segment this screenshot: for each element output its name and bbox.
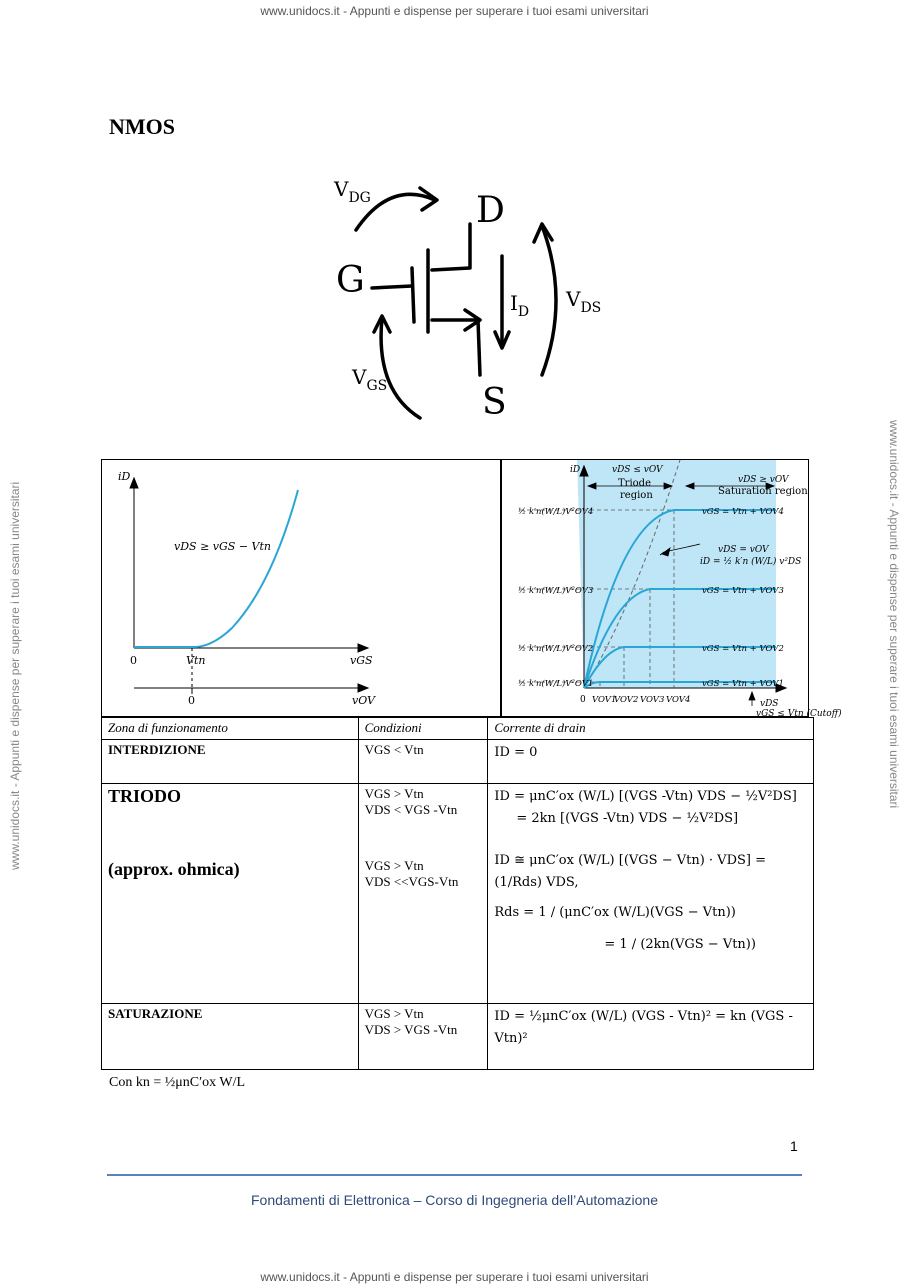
left-x-axis-label: vGS: [350, 654, 373, 667]
curve-label-vov3: vGS = Vtn + VOV3: [702, 586, 784, 596]
curve-label-vov1: vGS = Vtn + VOV1: [702, 679, 784, 689]
triode-name2: region: [620, 490, 653, 501]
curve-label-vov2: vGS = Vtn + VOV2: [702, 644, 784, 654]
x-tick-vov2: VOV2: [614, 695, 639, 705]
formula-triodo-1: ID = μnC′ox (W/L) [(VGS -Vtn) VDS − ½V²DS]: [494, 789, 797, 804]
formula-ohmica-3: = 1 / (2kn(VGS − Vtn)): [604, 937, 756, 952]
left-y-axis-label: iD: [118, 470, 131, 483]
cond-interdizione: VGS < Vtn: [358, 740, 488, 784]
header-drain-current: Corrente di drain: [488, 718, 814, 740]
header-conditions: Condizioni: [358, 718, 488, 740]
edge-eq1: vDS = vOV: [718, 545, 769, 555]
formula-interdizione: ID = 0: [488, 740, 814, 784]
y-tick-vov1: ½ k′n(W/L)V²OV1: [518, 679, 594, 689]
left-x2-axis-label: vOV: [352, 694, 375, 707]
gate-label: G: [336, 260, 365, 301]
cond-saturazione-1: VGS > Vtn: [364, 1006, 424, 1021]
table-row-saturazione: [102, 1004, 814, 1070]
operating-zones-table: [101, 717, 814, 1070]
gate-plate: [412, 268, 414, 322]
sat-name: Saturation region: [718, 486, 808, 497]
zone-interdizione: INTERDIZIONE: [102, 740, 359, 784]
vgs-arrow: [381, 318, 420, 418]
zone-triodo-cell: [102, 784, 359, 1004]
formula-triodo-2: = 2kn [(VGS -Vtn) VDS − ½V²DS]: [516, 811, 739, 826]
cond-saturazione-2: VDS > VGS -Vtn: [364, 1022, 458, 1037]
cond-ohmica-1: VGS > Vtn: [364, 858, 424, 873]
drain-label: D: [476, 190, 505, 231]
header-zone: Zona di funzionamento: [102, 718, 359, 740]
triode-condition: vDS ≤ vOV: [612, 465, 663, 475]
vdg-label: $V_{DG}$: [334, 177, 371, 206]
source-connection: [432, 320, 480, 375]
page-title: NMOS: [109, 114, 175, 139]
formula-saturazione: ID = ½μnC′ox (W/L) (VGS - Vtn)² = kn (VGS - Vtn)²: [488, 1004, 814, 1070]
right-y-axis-label: iD: [570, 465, 581, 475]
drain-connection: [432, 224, 470, 270]
formula-ohmica-2: Rds = 1 / (μnC′ox (W/L)(VGS − Vtn)): [494, 905, 736, 920]
sat-condition: vDS ≥ vOV: [738, 475, 789, 485]
transfer-curve: [134, 490, 298, 647]
source-label: S: [482, 382, 507, 423]
zone-saturazione: SATURAZIONE: [102, 1004, 359, 1070]
y-tick-vov2: ½ k′n(W/L)V²OV2: [518, 644, 594, 654]
cond-saturazione-cell: [358, 1004, 488, 1070]
y-tick-vov4: ½ k′n(W/L)V²OV4: [518, 507, 594, 517]
characteristics-panel: [101, 459, 842, 719]
formula-ohmica-1: ID ≅ μnC′ox (W/L) [(VGS − Vtn) · VDS] = (1/Rds) VDS,: [494, 853, 766, 890]
watermark-bottom: www.unidocs.it - Appunti e dispense per superare i tuoi esami universitari: [260, 1270, 649, 1284]
table-header-row: [102, 718, 814, 740]
page-footer: Fondamenti di Elettronica – Corso di Ingegneria dell’Automazione: [250, 1192, 658, 1208]
cutoff-label: vGS ≤ Vtn (Cutoff): [756, 709, 842, 719]
cond-triodo-cell: [358, 784, 488, 1004]
page-number: 1: [790, 1138, 798, 1154]
id-label: $I_D$: [510, 291, 530, 320]
watermark-side-right: www.unidocs.it - Appunti e dispense per superare i tuoi esami universitari: [887, 420, 901, 809]
cond-triodo-2: VDS < VGS -Vtn: [364, 802, 458, 817]
x-tick-vov4: VOV4: [666, 695, 691, 705]
left-annotation: vDS ≥ vGS − Vtn: [174, 540, 271, 553]
right-origin-label: 0: [580, 695, 586, 705]
vgs-label: $V_{GS}$: [352, 365, 388, 394]
vds-arrow: [542, 226, 556, 375]
x-tick-vov3: VOV3: [640, 695, 665, 705]
left-vtn-tick: Vtn: [186, 654, 206, 667]
y-tick-vov3: ½ k′n(W/L)V²OV3: [518, 586, 594, 596]
footer-divider: [107, 1174, 802, 1176]
table-row-interdizione: [102, 740, 814, 784]
nmos-symbol-diagram: [320, 160, 620, 425]
edge-eq2: iD = ½ k′n (W/L) v²DS: [700, 557, 802, 567]
kn-definition: Con kn = ½μnC′ox W/L: [109, 1075, 246, 1090]
gate-lead: [372, 286, 412, 288]
x-tick-vov1: VOV1: [592, 695, 617, 705]
watermark-side-left: www.unidocs.it - Appunti e dispense per superare i tuoi esami universitari: [8, 481, 22, 870]
vds-label: $V_{DS}$: [566, 287, 602, 316]
curve-label-vov4: vGS = Vtn + VOV4: [702, 507, 784, 517]
left-origin-label: 0: [130, 654, 137, 667]
formula-triodo-cell: [488, 784, 814, 1004]
table-row-triodo: [102, 784, 814, 1004]
right-x-axis-label: vDS: [760, 699, 779, 709]
zone-triodo: TRIODO: [108, 786, 182, 806]
cond-ohmica-2: VDS <<VGS-Vtn: [364, 874, 459, 889]
watermark-top: www.unidocs.it - Appunti e dispense per superare i tuoi esami universitari: [260, 4, 649, 18]
zone-ohmica: (approx. ohmica): [108, 859, 240, 879]
triode-name: Triode: [618, 478, 651, 489]
cond-triodo-1: VGS > Vtn: [364, 786, 424, 801]
output-characteristic-graph: [402, 460, 842, 719]
left-zero2-label: 0: [188, 694, 195, 707]
